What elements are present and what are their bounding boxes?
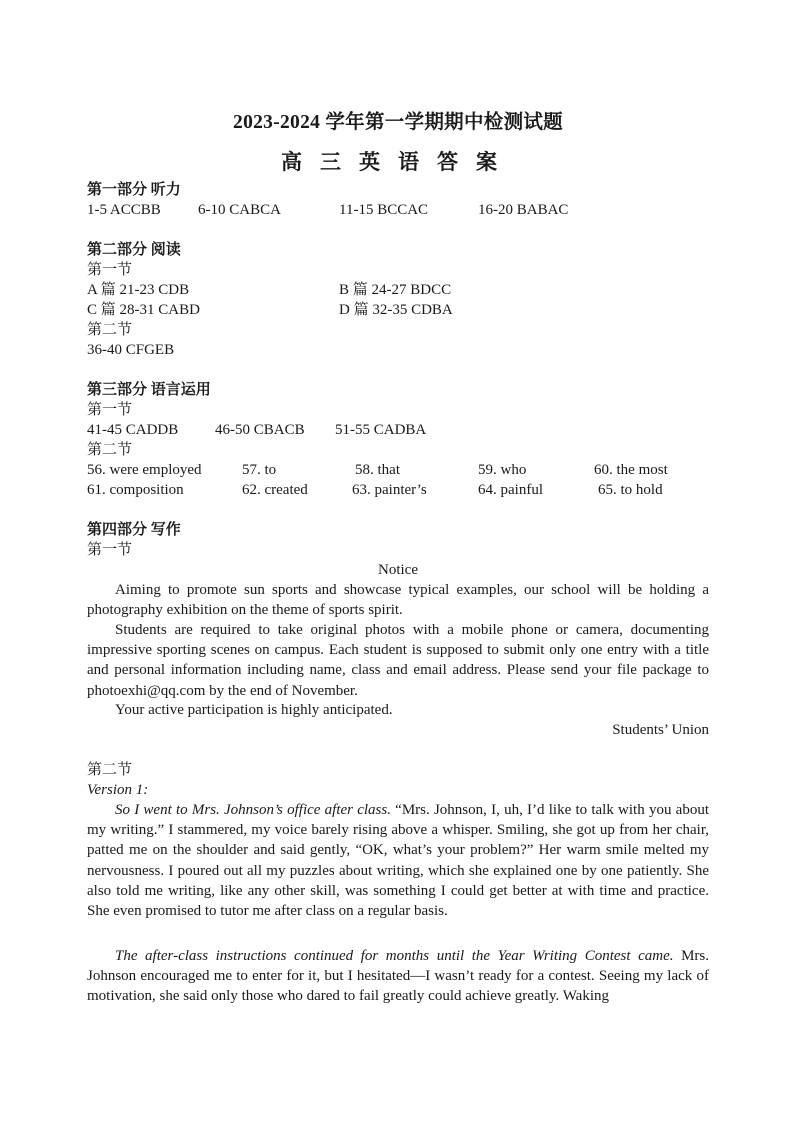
section-label: 第二节 (87, 762, 133, 778)
notice-paragraph: Students are required to take original photos with a mobile phone or camera, documenting impressive sporting scenes on campus. Each student is supposed to submit only one entry with a title and personal information including name, class and email address. Please send your file package to photoexhi@qq.com by the end of November. (87, 622, 709, 699)
notice-paragraph: Your active participation is highly anticipated. (115, 702, 393, 718)
section2-answers: 36-40 CFGEB (87, 342, 175, 358)
passage-answer: D 篇 32-35 CDBA (339, 302, 453, 318)
notice-paragraph: Aiming to promote sun sports and showcase typical examples, our school will be holding a photography exhibition on the theme of sports spirit. (87, 582, 709, 619)
answer-subtitle: 高三英语答案 (281, 150, 515, 174)
grammar-answer: 63. painter’s (352, 482, 427, 498)
grammar-answer: 62. created (242, 482, 308, 498)
section-label: 第一节 (87, 542, 133, 558)
answer-group: 46-50 CBACB (215, 422, 305, 438)
section-label: 第二节 (87, 322, 133, 338)
answer-group: 1-5 ACCBB (87, 202, 161, 218)
answer-group: 41-45 CADDB (87, 422, 179, 438)
grammar-answer: 64. painful (478, 482, 543, 498)
part3-heading: 第三部分 语言运用 (87, 382, 211, 398)
story-lead-sentence: The after-class instructions continued for months until the Year Writing Contest came. (115, 948, 674, 964)
grammar-answer: 56. were employed (87, 462, 202, 478)
grammar-answer: 58. that (355, 462, 400, 478)
grammar-answer: 65. to hold (598, 482, 663, 498)
notice-title: Notice (378, 562, 418, 578)
passage-answer: C 篇 28-31 CABD (87, 302, 200, 318)
section-label: 第一节 (87, 402, 133, 418)
grammar-answer: 60. the most (594, 462, 668, 478)
part4-heading: 第四部分 写作 (87, 522, 181, 538)
answer-group: 16-20 BABAC (478, 202, 569, 218)
story-text: Mrs. Johnson encouraged me to enter for it, but I hesitated—I wasn’t ready for a contest. Seeing my lack of motivation, she said only those who dared to fail greatly could achieve greatly. Waking (87, 948, 710, 1005)
passage-answer: B 篇 24-27 BDCC (339, 282, 452, 298)
story-paragraph (87, 800, 709, 921)
story-paragraph (87, 946, 709, 1007)
grammar-answer: 61. composition (87, 482, 184, 498)
section-label: 第一节 (87, 262, 133, 278)
version-label: Version 1: (87, 782, 149, 798)
passage-answer: A 篇 21-23 CDB (87, 282, 190, 298)
section-label: 第二节 (87, 442, 133, 458)
answer-group: 11-15 BCCAC (339, 202, 429, 218)
exam-title: 2023-2024 学年第一学期期中检测试题 (233, 112, 563, 133)
grammar-answer: 57. to (242, 462, 277, 478)
grammar-answer: 59. who (478, 462, 527, 478)
answer-group: 51-55 CADBA (335, 422, 427, 438)
story-lead-sentence: So I went to Mrs. Johnson’s office after class. (115, 802, 391, 818)
answer-group: 6-10 CABCA (198, 202, 281, 218)
part2-heading: 第二部分 阅读 (87, 242, 181, 258)
notice-signature: Students’ Union (612, 722, 709, 738)
story-text: “Mrs. Johnson, I, uh, I’d like to talk with you about my writing.” I stammered, my voice barely rising above a whisper. Smiling, she got up from her chair, patted me on the shoulder and said gently, “OK, what’s your problem?” Her warm smile melted my nervousness. I poured out all my puzzles about writing, which she explained one by one patiently. She also told me writing, like any other skill, was something I could get better at with time and practice. She even promised to tutor me after class on a regular basis. (87, 802, 709, 920)
part1-heading: 第一部分 听力 (87, 182, 181, 198)
